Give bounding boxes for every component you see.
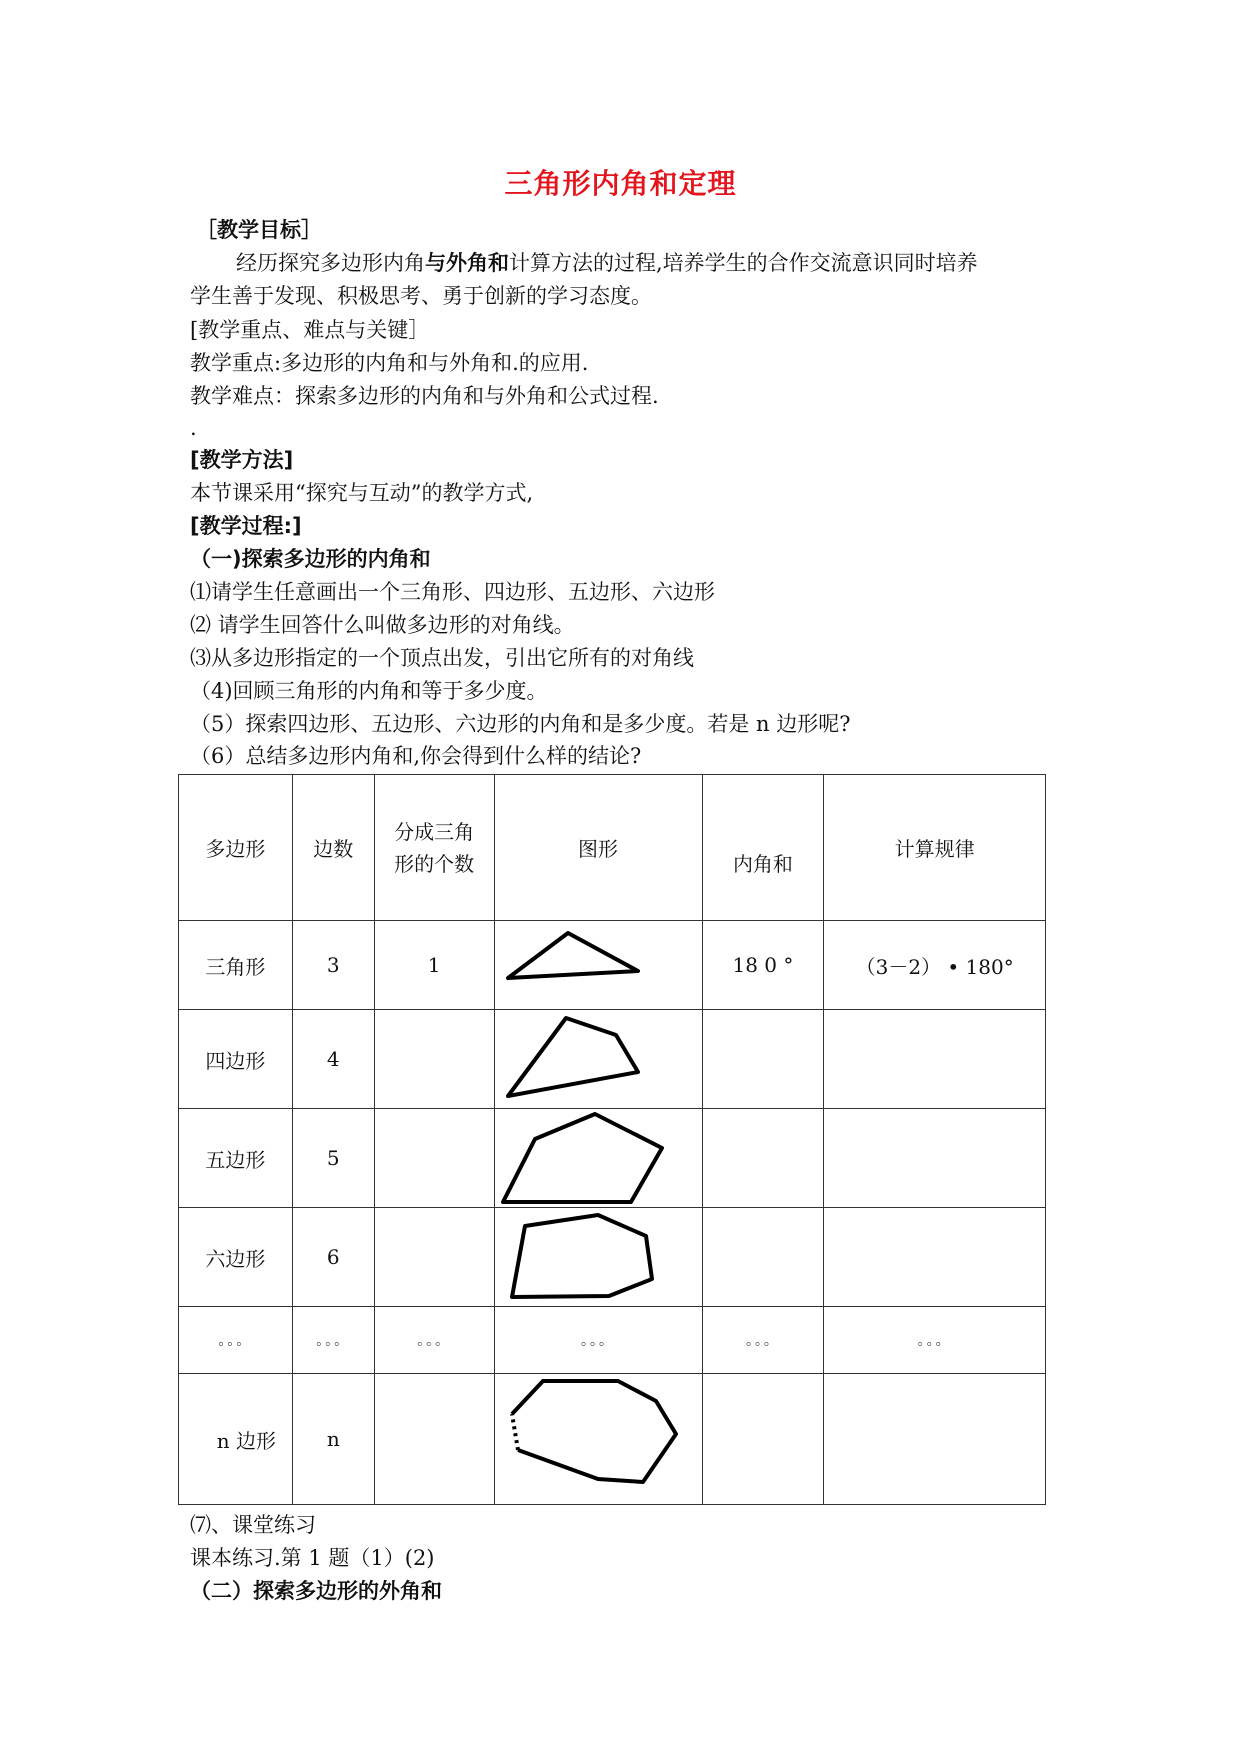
row-rule: （3－2） • 180° <box>824 921 1046 1010</box>
row-name: 四边形 <box>179 1010 293 1109</box>
ellipsis-name: 。。。 <box>179 1307 293 1374</box>
n-gon-figure <box>498 1376 698 1502</box>
objectives-line-1 <box>236 249 978 277</box>
table-row <box>179 1010 1046 1109</box>
row-name: n 边形 <box>179 1374 293 1505</box>
row-name: 五边形 <box>179 1109 293 1208</box>
step-6: （6）总结多边形内角和,你会得到什么样的结论? <box>190 744 642 768</box>
step-3: ⑶从多边形指定的一个顶点出发，引出它所有的对角线 <box>190 646 694 670</box>
ellipsis-shape: 。。。 <box>494 1307 702 1374</box>
teaching-difficulty: 教学难点：探索多边形的内角和与外角和公式过程. <box>190 384 659 408</box>
pentagon-shape <box>494 1109 702 1208</box>
polygon-table <box>178 774 1046 1505</box>
table-row <box>179 1374 1046 1505</box>
stray-dot: . <box>190 416 197 440</box>
row-angle-sum <box>702 1109 824 1208</box>
triangle-shape <box>494 921 702 1010</box>
row-sides: 4 <box>292 1010 374 1109</box>
quadrilateral-shape <box>494 1010 702 1109</box>
row-triangles <box>374 1208 494 1307</box>
row-triangles <box>374 1010 494 1109</box>
key-points-heading: [教学重点、难点与关键］ <box>190 318 430 342</box>
step-5: （5）探索四边形、五边形、六边形的内角和是多少度。若是 n 边形呢? <box>190 712 851 736</box>
pentagon-figure <box>498 1110 698 1206</box>
ellipsis-rule: 。。。 <box>824 1307 1046 1374</box>
row-name: 六边形 <box>179 1208 293 1307</box>
table-row <box>179 1109 1046 1208</box>
page-title: 三角形内角和定理 <box>504 167 737 200</box>
header-sides: 边数 <box>292 775 374 921</box>
objectives-text-c: 计算方法的过程,培养学生的合作交流意识同时培养 <box>509 251 978 275</box>
row-name: 三角形 <box>179 921 293 1010</box>
ellipsis-sides: 。。。 <box>292 1307 374 1374</box>
part1-heading: （一)探索多边形的内角和 <box>190 547 431 571</box>
part2-heading: （二）探索多边形的外角和 <box>190 1579 442 1603</box>
row-sides: 5 <box>292 1109 374 1208</box>
row-angle-sum <box>702 1374 824 1505</box>
row-rule <box>824 1374 1046 1505</box>
process-heading: [教学过程:] <box>190 514 302 538</box>
header-triangle-count: 分成三角 形的个数 <box>374 775 494 921</box>
n-gon-shape <box>494 1374 702 1505</box>
hexagon-figure <box>498 1209 698 1305</box>
ellipsis-triangles: 。。。 <box>374 1307 494 1374</box>
row-triangles <box>374 1109 494 1208</box>
header-polygon: 多边形 <box>179 775 293 921</box>
ellipsis-angle-sum: 。。。 <box>702 1307 824 1374</box>
exercise-line: 课本练习.第 1 题（1）(2) <box>190 1546 435 1570</box>
header-rule: 计算规律 <box>824 775 1046 921</box>
header-shape: 图形 <box>494 775 702 921</box>
row-sides: n <box>292 1374 374 1505</box>
method-heading: [教学方法] <box>190 448 294 472</box>
triangle-figure <box>498 923 698 1007</box>
teaching-focus: 教学重点:多边形的内角和与外角和.的应用. <box>190 351 589 375</box>
row-triangles: 1 <box>374 921 494 1010</box>
step-2: ⑵ 请学生回答什么叫做多边形的对角线。 <box>190 613 575 637</box>
method-text: 本节课采用“探究与互动”的教学方式, <box>190 481 534 505</box>
table-row <box>179 1208 1046 1307</box>
objectives-heading: ［教学目标］ <box>196 218 322 242</box>
row-triangles <box>374 1374 494 1505</box>
row-angle-sum: 18 0 ° <box>702 921 824 1010</box>
row-sides: 6 <box>292 1208 374 1307</box>
table-row <box>179 921 1046 1010</box>
objectives-text-a: 经历探究多边形内角 <box>236 251 425 275</box>
header-angle-sum: 内角和 <box>702 775 824 921</box>
step-4: （4)回顾三角形的内角和等于多少度。 <box>190 679 548 703</box>
row-angle-sum <box>702 1208 824 1307</box>
table-header-row <box>179 775 1046 921</box>
row-rule <box>824 1109 1046 1208</box>
row-rule <box>824 1010 1046 1109</box>
table-row-ellipsis <box>179 1307 1046 1374</box>
quadrilateral-figure <box>498 1012 698 1106</box>
objectives-text-bold: 与外角和 <box>425 251 509 275</box>
row-angle-sum <box>702 1010 824 1109</box>
row-rule <box>824 1208 1046 1307</box>
step-7: ⑺、课堂练习 <box>190 1513 316 1537</box>
hexagon-shape <box>494 1208 702 1307</box>
objectives-line-2: 学生善于发现、积极思考、勇于创新的学习态度。 <box>190 284 652 308</box>
step-1: ⑴请学生任意画出一个三角形、四边形、五边形、六边形 <box>190 580 715 604</box>
row-sides: 3 <box>292 921 374 1010</box>
